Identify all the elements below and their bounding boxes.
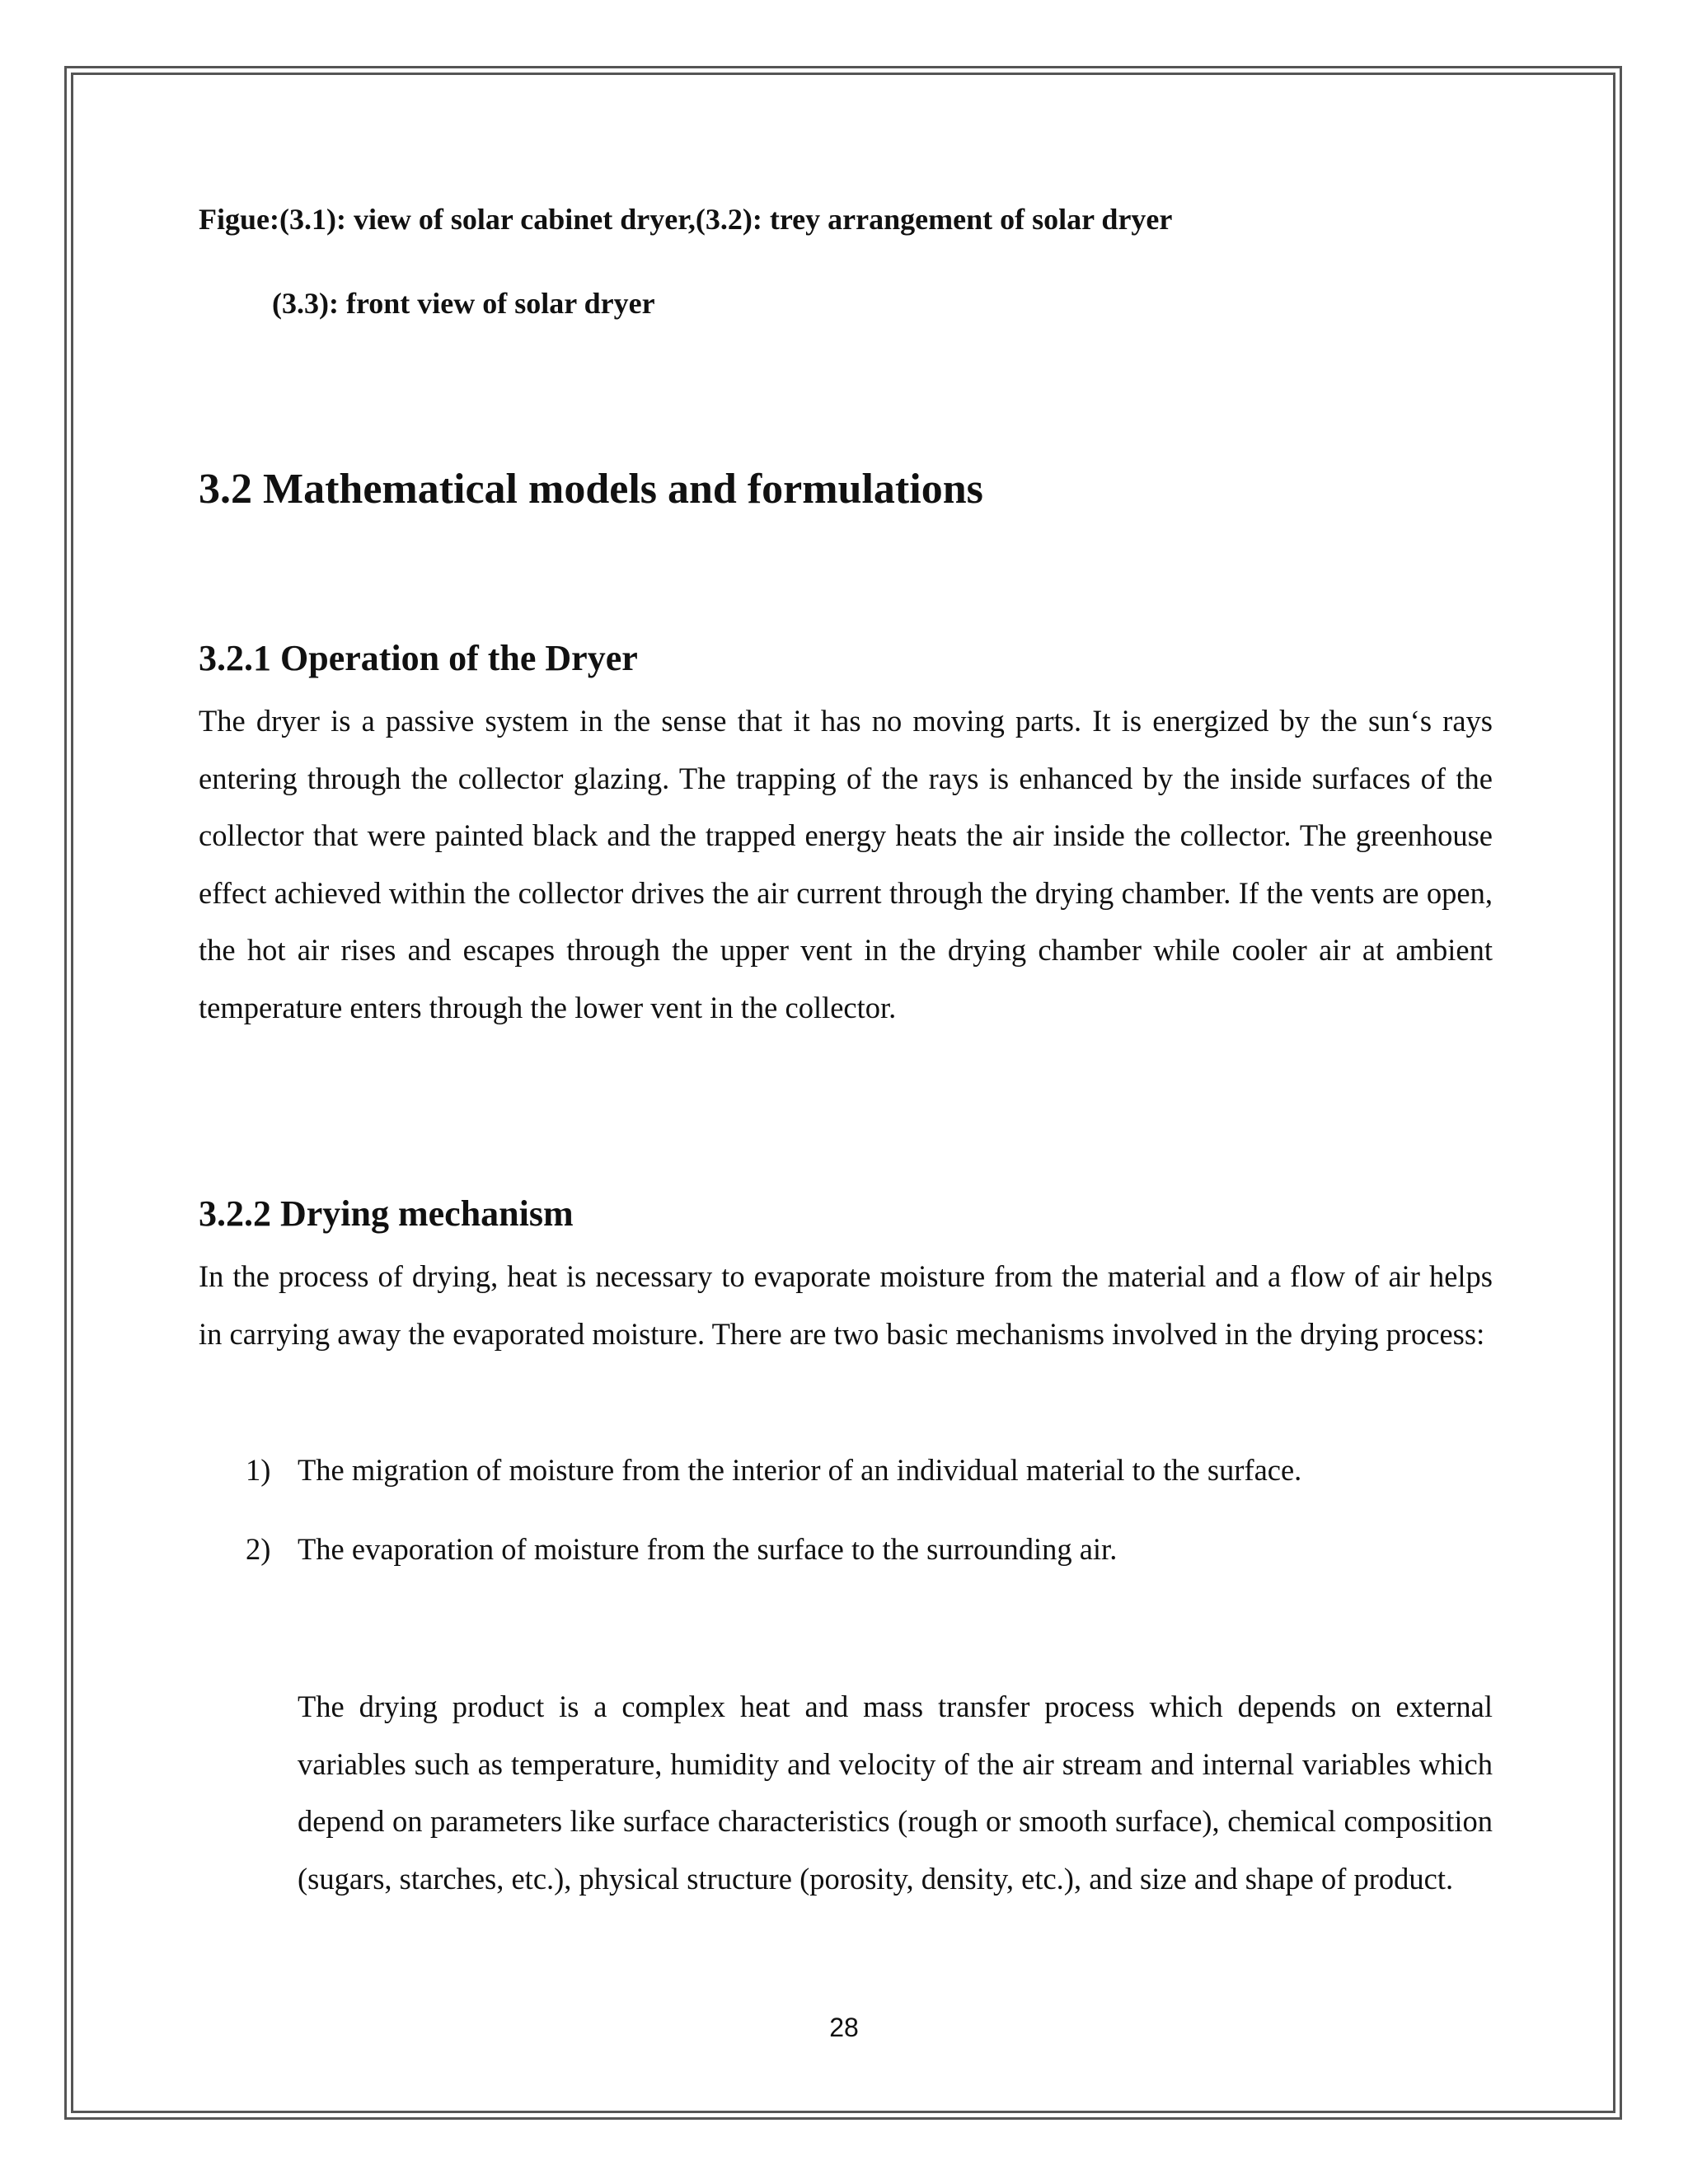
figure-caption-line-2: (3.3): front view of solar dryer	[272, 287, 655, 320]
figure-caption-line-1: Figue:(3.1): view of solar cabinet dryer,(3.2): trey arrangement of solar dryer	[199, 203, 1173, 236]
paragraph-drying-product: The drying product is a complex heat and mass transfer process which depends on external variables such as temperature, humidity and velocity of the air stream and internal variables which depend on parameters like surface characteristics (rough or smooth surface), chemical composition (sugars, starches, etc.), physical structure (porosity, density, etc.), and size and shape of product.	[298, 1690, 1493, 1896]
section-heading: 3.2 Mathematical models and formulations	[199, 466, 983, 513]
paragraph-mechanism-intro: In the process of drying, heat is necessary to evaporate moisture from the material and a flow of air helps in carrying away the evaporated moisture. There are two basic mechanisms involved in the drying process:	[199, 1259, 1493, 1351]
list-item-text: The evaporation of moisture from the surface to the surrounding air.	[298, 1532, 1118, 1566]
list-item	[246, 1452, 1301, 1488]
list-item	[246, 1531, 1117, 1568]
list-item-number: 2)	[246, 1532, 271, 1566]
subsection-heading-mechanism: 3.2.2 Drying mechanism	[199, 1193, 574, 1234]
list-item-number: 1)	[246, 1453, 271, 1487]
paragraph-operation: The dryer is a passive system in the sense that it has no moving parts. It is energized by the sun‘s rays entering through the collector glazing. The trapping of the rays is enhanced by the inside surfaces of the collector that were painted black and the trapped energy heats the air inside the collector. The greenhouse effect achieved within the collector drives the air current through the drying chamber. If the vents are open, the hot air rises and escapes through the upper vent in the drying chamber while cooler air at ambient temperature enters through the lower vent in the collector.	[199, 704, 1493, 1024]
subsection-heading-operation: 3.2.1 Operation of the Dryer	[199, 638, 638, 678]
page-number: 28	[829, 2013, 859, 2042]
list-item-text: The migration of moisture from the interior of an individual material to the surface.	[298, 1453, 1302, 1487]
